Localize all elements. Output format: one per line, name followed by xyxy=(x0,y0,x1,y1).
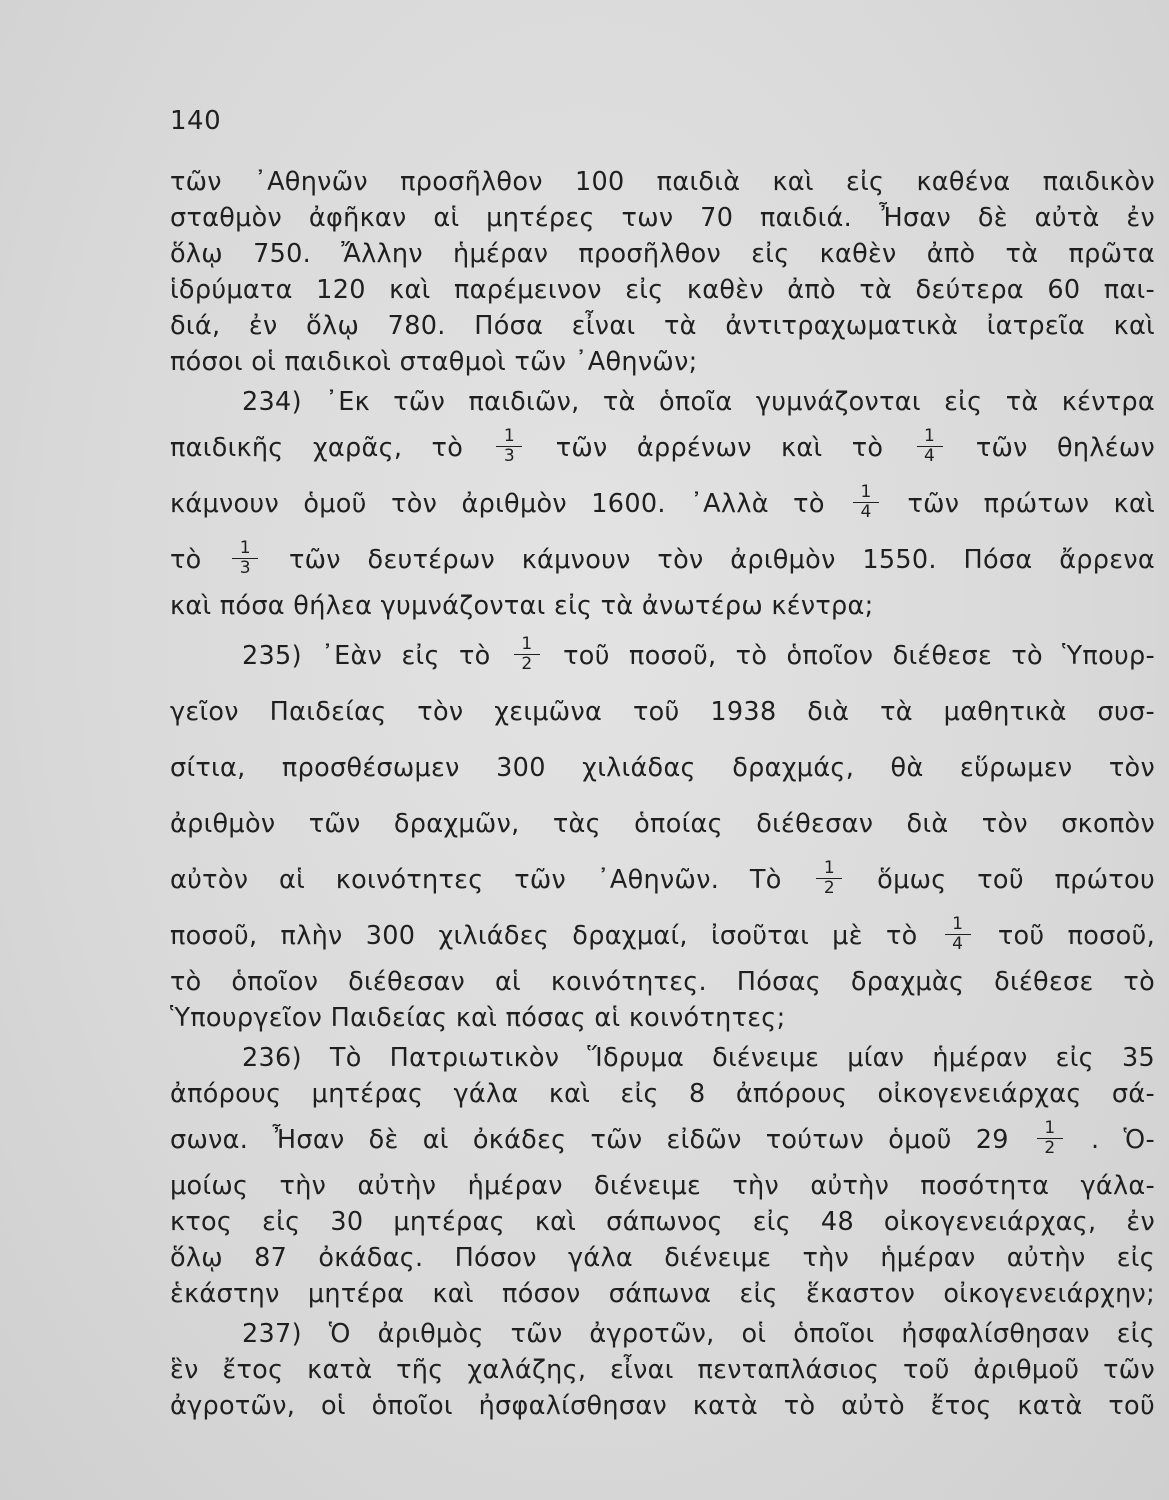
text-line-with-fractions xyxy=(170,476,1155,532)
text-line: ἀπόρους μητέρας γάλα καὶ εἰς 8 ἀπόρους οἰκογενειάρχας σά- xyxy=(170,1079,1155,1109)
text-segment: τοῦ ποσοῦ, xyxy=(997,921,1155,951)
text-segment: . Ὁ- xyxy=(1091,1125,1155,1155)
problem-236-start: 236) Τὸ Πατριωτικὸν Ἵδρυμα διένειμε μίαν ἡμέραν εἰς 35 xyxy=(242,1043,1155,1073)
text-segment: κάμνουν ὁμοῦ τὸν ἀριθμὸν 1600. ᾿Αλλὰ τὸ xyxy=(170,489,825,519)
text-segment: παιδικῆς χαρᾶς, τὸ xyxy=(170,433,464,463)
text-line: ἀγροτῶν, οἱ ὁποῖοι ἠσφαλίσθησαν κατὰ τὸ αὐτὸ ἔτος κατὰ τοῦ xyxy=(170,1391,1155,1421)
text-line: καὶ πόσα θήλεα γυμνάζονται εἰς τὰ ἀνωτέρω κέντρα; xyxy=(170,591,874,621)
text-line: σίτια, προσθέσωμεν 300 χιλιάδας δραχμάς, θὰ εὕρωμεν τὸν xyxy=(170,753,1155,783)
problem-235-start xyxy=(170,628,1155,684)
text-line: μοίως τὴν αὐτὴν ἡμέραν διένειμε τὴν αὐτὴν ποσότητα γάλα- xyxy=(170,1171,1155,1201)
text-line: τῶν ᾿Αθηνῶν προσῆλθον 100 παιδιὰ καὶ εἰς καθένα παιδικὸν xyxy=(170,167,1155,197)
fraction: $\frac{1}{4}$ xyxy=(917,427,943,466)
text-line: γεῖον Παιδείας τὸν χειμῶνα τοῦ 1938 διὰ τὰ μαθητικὰ συσ- xyxy=(170,697,1155,727)
page-number: 140 xyxy=(170,106,222,136)
text-segment: τῶν δευτέρων κάμνουν τὸν ἀριθμὸν 1550. Πόσα ἄρρενα xyxy=(289,545,1156,575)
text-line: πόσοι οἱ παιδικοὶ σταθμοὶ τῶν ᾿Αθηνῶν; xyxy=(170,347,698,377)
page-body xyxy=(170,164,1155,1424)
fraction: $\frac{1}{2}$ xyxy=(514,635,540,674)
text-line: ἓν ἔτος κατὰ τῆς χαλάζης, εἶναι πενταπλάσιος τοῦ ἀριθμοῦ τῶν xyxy=(170,1355,1155,1385)
text-segment: τῶν θηλέων xyxy=(975,433,1156,463)
fraction: $\frac{1}{2}$ xyxy=(816,859,842,898)
text-line-with-fractions xyxy=(170,532,1155,588)
text-line: διά, ἐν ὅλῳ 780. Πόσα εἶναι τὰ ἀντιτραχωματικὰ ἰατρεῖα καὶ xyxy=(170,311,1155,341)
text-segment: τὸ xyxy=(170,545,202,575)
text-line: ὅλῳ 87 ὀκάδας. Πόσον γάλα διένειμε τὴν ἡμέραν αὐτὴν εἰς xyxy=(170,1243,1155,1273)
problem-237-start: 237) Ὁ ἀριθμὸς τῶν ἀγροτῶν, οἱ ὁποῖοι ἠσφαλίσθησαν εἰς xyxy=(242,1319,1155,1349)
text-line: ἱδρύματα 120 καὶ παρέμεινον εἰς καθὲν ἀπὸ τὰ δεύτερα 60 παι- xyxy=(170,275,1155,305)
text-segment: ὅμως τοῦ πρώτου xyxy=(877,865,1156,895)
text-line: Ὑπουργεῖον Παιδείας καὶ πόσας αἱ κοινότητες; xyxy=(170,1003,786,1033)
text-line-with-fractions xyxy=(170,908,1155,964)
text-segment: τῶν ἀρρένων καὶ τὸ xyxy=(555,433,884,463)
text-line: ἀριθμὸν τῶν δραχμῶν, τὰς ὁποίας διέθεσαν διὰ τὸν σκοπὸν xyxy=(170,809,1155,839)
fraction: $\frac{1}{4}$ xyxy=(853,483,879,522)
text-segment: αὐτὸν αἱ κοινότητες τῶν ᾿Αθηνῶν. Τὸ xyxy=(170,865,782,895)
text-segment: 235) ᾿Εὰν εἰς τὸ xyxy=(242,641,491,671)
text-line: κτος εἰς 30 μητέρας καὶ σάπωνος εἰς 48 οἰκογενειάρχας, ἐν xyxy=(170,1207,1155,1237)
text-line-with-fractions xyxy=(170,1112,1155,1168)
text-line: τὸ ὁποῖον διέθεσαν αἱ κοινότητες. Πόσας δραχμὰς διέθεσε τὸ xyxy=(170,967,1155,997)
problem-234-start: 234) ᾿Εκ τῶν παιδιῶν, τὰ ὁποῖα γυμνάζονται εἰς τὰ κέντρα xyxy=(242,387,1155,417)
text-segment: τῶν πρώτων καὶ xyxy=(907,489,1156,519)
text-segment: τοῦ ποσοῦ, τὸ ὁποῖον διέθεσε τὸ Ὑπουρ- xyxy=(563,641,1156,671)
text-segment: ποσοῦ, πλὴν 300 χιλιάδες δραχμαί, ἰσοῦται μὲ τὸ xyxy=(170,921,918,951)
text-line-with-fractions xyxy=(170,420,1155,476)
fraction: $\frac{1}{4}$ xyxy=(945,915,971,954)
text-line: σταθμὸν ἀφῆκαν αἱ μητέρες των 70 παιδιά. Ἦσαν δὲ αὐτὰ ἐν xyxy=(170,203,1155,233)
text-line-with-fractions xyxy=(170,852,1155,908)
fraction: $\frac{1}{3}$ xyxy=(232,539,258,578)
text-segment: σωνα. Ἦσαν δὲ αἱ ὀκάδες τῶν εἰδῶν τούτων ὁμοῦ 29 xyxy=(170,1125,1009,1155)
text-line: ἑκάστην μητέρα καὶ πόσον σάπωνα εἰς ἕκαστον οἰκογενειάρχην; xyxy=(170,1279,1155,1309)
text-line: ὅλῳ 750. Ἄλλην ἡμέραν προσῆλθον εἰς καθὲν ἀπὸ τὰ πρῶτα xyxy=(170,239,1155,269)
fraction: $\frac{1}{2}$ xyxy=(1037,1119,1063,1158)
fraction: $\frac{1}{3}$ xyxy=(496,427,522,466)
